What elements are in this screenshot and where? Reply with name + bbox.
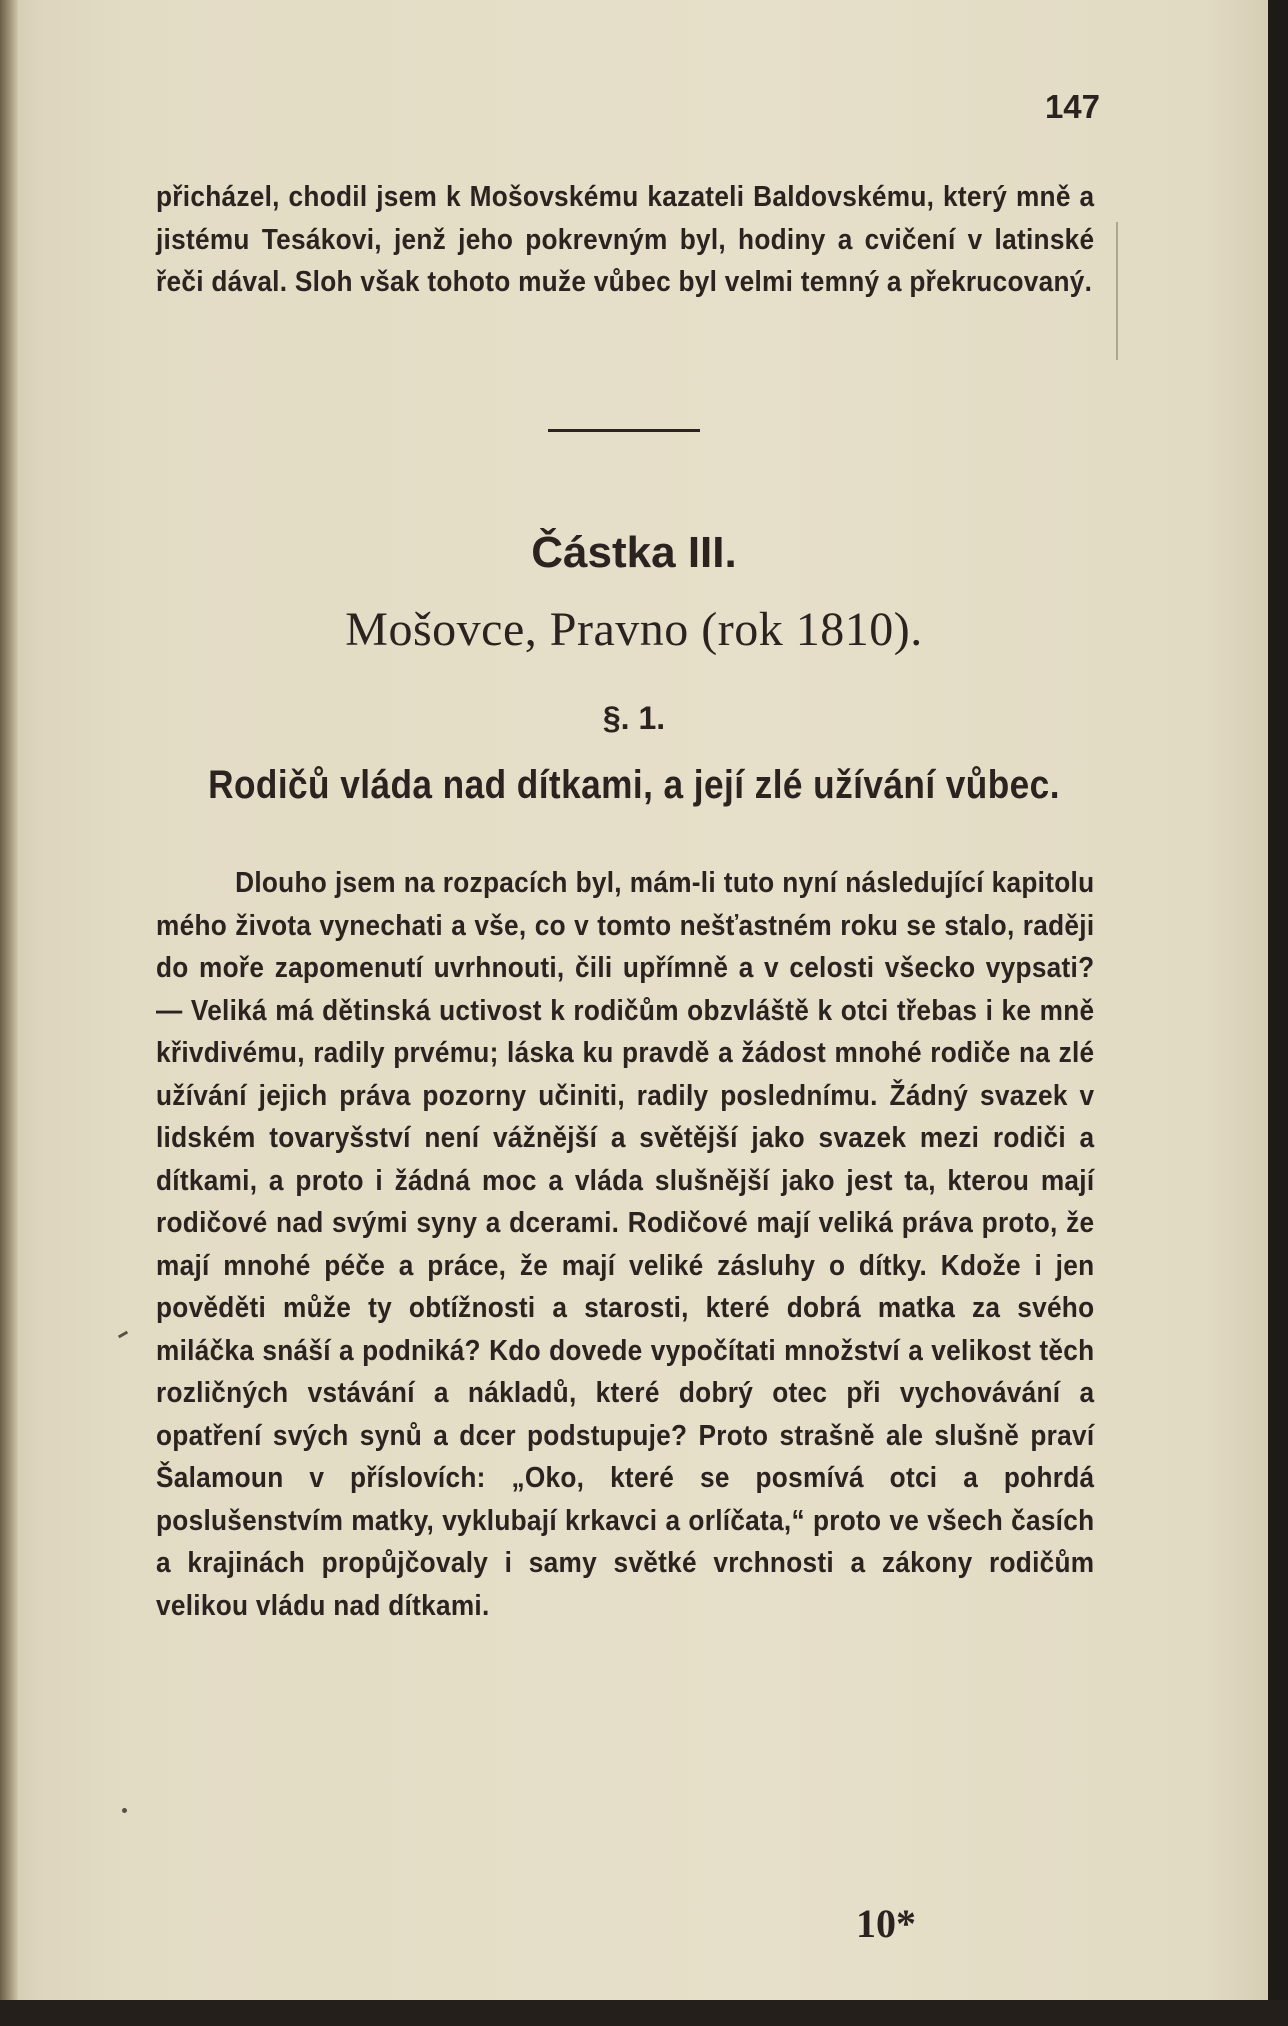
- section-mark: §. 1.: [602, 700, 666, 736]
- scan-border-bottom: [0, 2000, 1288, 2026]
- section-title: Rodičů vláda nad dítkami, a její zlé užívání vůbec.: [208, 763, 1060, 807]
- main-paragraph: Dlouho jsem na rozpacích byl, mám-li tuto nyní následující kapitolu mého života vynechati a vše, co v tomto nešťastném roku se stalo, raději do moře zapomenutí uvrhnouti, čili upřímně a v celosti všecko vypsati? — Veliká má dětinská uctivost k rodičům obzvláště k otci třebas i ke mně křivdivému, radily prvému; láska ku pravdě a žádost mnohé rodiče na zlé užívání jejich práva pozorny učiniti, radily poslednímu. Žádný svazek v lidském tovaryšství není vážnější a světější jako svazek mezi rodiči a dítkami, a proto i žádná moc a vláda slušnější jako jest ta, kterou mají rodičové nad svými syny a dcerami. Rodičové mají veliká práva proto, že mají mnohé péče a práce, že mají veliké zásluhy o dítky. Kdože i jen pověděti může ty obtížnosti a starosti, které dobrá matka za svého miláčka snáší a podniká? Kdo dovede vypočítati množství a velikost těch rozličných vstávání a nákladů, které dobrý otec při vychovávání a opatření svých synů a dcer podstupuje? Proto strašně ale slušně praví Šalamoun v příslovích: „Oko, které se posmívá otci a pohrdá poslušenstvím matky, vyklubají krkavci a orlíčata,“ proto ve všech časích a krajinách propůjčovaly i samy světké vrchnosti a zákony rodičům velikou vládu nad dítkami.: [156, 867, 1095, 1622]
- margin-tick-mark: [118, 1331, 128, 1339]
- page-number: 147: [1044, 88, 1100, 125]
- margin-dot-mark: [122, 1808, 127, 1813]
- scan-border-right: [1268, 0, 1288, 2026]
- opening-paragraph: přicházel, chodil jsem k Mošovskému kazateli Baldovskému, který mně a jistému Tesákovi, jenž jeho pokrevným byl, hodiny a cvičení v latinské řeči dával. Sloh však tohoto muže vůbec byl velmi temný a překrucovaný.: [156, 181, 1095, 298]
- signature-mark: 10*: [856, 1901, 916, 1946]
- part-title: Částka III.: [531, 528, 737, 577]
- section-divider-rule: [548, 429, 700, 432]
- page-gutter-shadow: [0, 0, 18, 2026]
- place-title: Mošovce, Pravno (rok 1810).: [345, 603, 923, 656]
- margin-bracket: [1110, 222, 1118, 360]
